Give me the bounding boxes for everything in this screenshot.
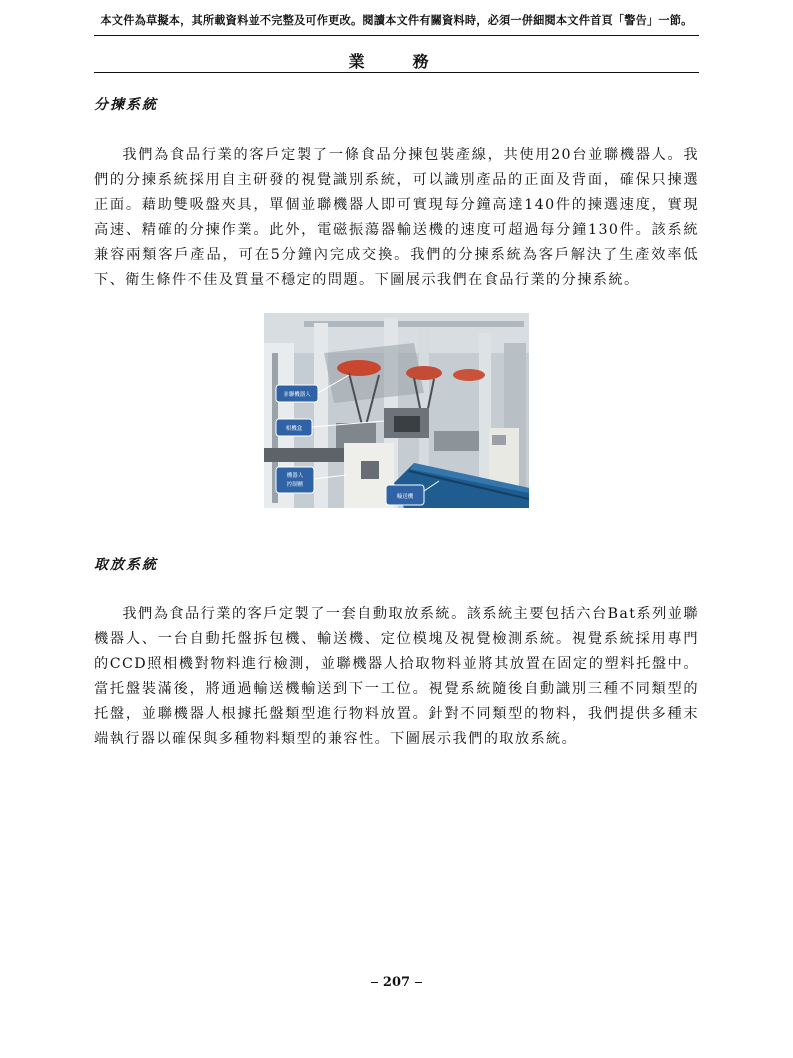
draft-warning-banner: 本文件為草擬本，其所載資料並不完整及可作更改。閱讀本文件有關資料時，必須一併細閱本文件首頁「警告」一節。: [100, 13, 693, 27]
pick-place-system-paragraph: 我們為食品行業的客戶定製了一套自動取放系統。該系統主要包括六台Bat系列並聯機器人、一台自動托盤拆包機、輸送機、定位模塊及視覺檢測系統。視覺系統採用專門的CCD照相機對物料進行檢測，並聯機器人拾取物料並將其放置在固定的塑料托盤中。當托盤裝滿後，將通過輸送機輸送到下一工位。視覺系統隨後自動識別三種不同類型的托盤，並聯機器人根據托盤類型進行物料放置。針對不同類型的物料，我們提供多種末端執行器以確保與多種物料類型的兼容性。下圖展示我們的取放系統。: [94, 606, 699, 747]
callout-controller-label-line1: 機器人: [286, 473, 304, 479]
section-title: 業 務: [348, 52, 445, 71]
page-number: [0, 975, 793, 990]
header-rule-top: [94, 35, 699, 36]
header-rule-bottom: [94, 72, 699, 73]
sorting-system-paragraph: 我們為食品行業的客戶定製了一條食品分揀包裝產線，共使用20台並聯機器人。我們的分揀系統採用自主研發的視覺識別系統，可以識別產品的正面及背面，確保只揀選正面。藉助雙吸盤夾具，單個並聯機器人即可實現每分鐘高達140件的揀選速度，實現高速、精確的分揀作業。此外，電磁振蕩器輸送機的速度可超過每分鐘130件。該系統兼容兩類客戶產品，可在5分鐘內完成交換。我們的分揀系統為客戶解決了生產效率低下、衛生條件不佳及質量不穩定的問題。下圖展示我們在食品行業的分揀系統。: [94, 147, 699, 288]
page-number-value: 207: [382, 975, 411, 990]
page-number-dash-right: [415, 982, 422, 983]
callout-conveyor-label: 輸送機: [396, 494, 414, 500]
pick-place-system-heading: 取放系統: [94, 557, 158, 573]
callout-controller-label-line2: 控制櫃: [286, 482, 304, 488]
callout-camera-label: 相機盒: [285, 426, 303, 432]
sorting-system-photo: [264, 313, 529, 508]
callout-robot-label: 並聯機器人: [283, 392, 311, 398]
page-number-dash-left: [371, 982, 378, 983]
sorting-system-heading: 分揀系統: [94, 97, 158, 113]
factory-line-illustration: [264, 313, 529, 508]
